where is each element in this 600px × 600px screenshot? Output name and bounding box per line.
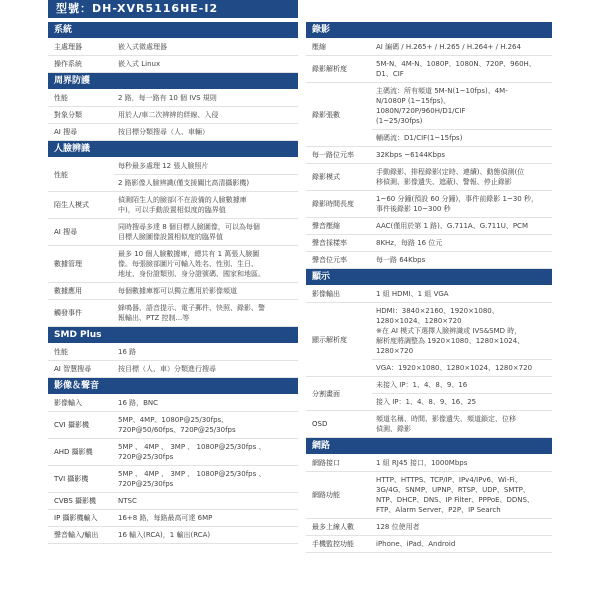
spec-label: 觸發事件 [54,309,82,317]
spec-label: CVBS 攝影機 [54,497,97,505]
spec-value: 手動錄影、排程錄影(定時、連續)、動態偵測(位 移偵測、影像遺失、遮蔽)、警報、停止錄影 [376,168,525,186]
left-spec-column [48,22,298,544]
spec-value: 16 路 [118,348,137,356]
spec-row [48,395,298,412]
spec-label: 聲音輸入/輸出 [54,531,99,539]
spec-row [306,536,552,553]
spec-value [372,303,552,376]
spec-label: 錄影模式 [312,173,340,181]
spec-value: 8KHz，每路 16 位元 [376,239,443,247]
spec-value: 5MP、4MP、1080P@25/30fps、 720P@50/60fps、720P@25/30fps [118,416,236,434]
spec-label: OSD [312,420,328,428]
spec-label: 性能 [54,348,68,356]
spec-value: 16 輸入(RCA)，1 輸出(RCA) [118,531,211,539]
spec-value: 蜂鳴器、語音提示、電子郵件、快照、錄影、警 報輸出、PTZ 控制...等 [118,304,265,322]
section-header: 人臉辨識 [48,141,298,157]
spec-value: 每一路 64Kbps [376,256,426,264]
spec-row [48,361,298,378]
spec-label: IP 攝影機輸入 [54,514,98,522]
spec-row [306,303,552,377]
spec-label: AHD 攝影機 [54,448,93,456]
section-header: 顯示 [306,269,552,285]
spec-row [48,246,298,283]
spec-row [306,83,552,147]
spec-row [48,300,298,327]
spec-value: 1~60 分鐘(預設 60 分鐘)，事件前錄影 1~30 秒， 事件後錄影 10~300 秒 [376,195,538,213]
spec-value-line: VGA：1920×1080、1280×1024、1280×720 [376,364,533,372]
spec-row [48,90,298,107]
spec-label: 數據應用 [54,287,82,295]
spec-row [306,164,552,191]
spec-label: 網路功能 [312,491,340,499]
spec-value: 嵌入式微處理器 [118,43,167,51]
spec-label: 錄影張數 [312,110,340,119]
spec-value-line: 主碼流：所有頻道 5M-N(1~10fps)、4M- N/1080P (1~15fps)、 1080N/720P/960H/D1/CIF (1~25/30fps) [372,83,552,130]
spec-value: 偵測陌生人的臉部(不在設備的人臉數據庫 中)，可以手動設置相似度的臨界值 [118,196,247,214]
spec-value-line: 未接入 IP：1、4、8、9、16 [372,377,552,394]
spec-value: 每個數據庫都可以獨立應用於影像頻道 [118,287,237,295]
model-title: 型號：DH-XVR5116HE-I2 [48,0,298,18]
spec-value: NTSC [118,497,137,505]
spec-value: 最多 10 個人臉數據庫，總共有 1 萬張人臉圖 像。每張臉部圖片可輸入姓名、性別、生日、 地址、身份證類別、身分證號碼、國家和地區。 [118,250,265,278]
spec-value [372,83,552,146]
spec-value-line: 接入 IP：1、4、8、9、16、25 [376,398,477,406]
spec-value: 2 路，每一路有 10 個 IVS 規則 [118,94,217,102]
spec-value [114,158,298,191]
spec-row [48,527,298,544]
spec-value: 用於人/車二次辨辨的絆線、入侵 [118,111,219,119]
spec-value: iPhone、iPad、Android [376,540,456,548]
spec-label: 分割畫面 [312,389,340,398]
spec-value: 按目標分類搜尋（人、車輛） [118,128,209,136]
spec-value: 32Kbps ~6144Kbps [376,151,446,159]
spec-row [48,158,298,192]
spec-row [306,286,552,303]
spec-row [306,252,552,269]
spec-row [48,219,298,246]
spec-value-line: 輔碼流：D1/CIF(1~15fps) [376,134,463,142]
spec-row [306,377,552,411]
spec-value: 1 組 RJ45 接口，1000Mbps [376,459,468,467]
spec-label: AI 搜尋 [54,228,78,236]
spec-label: 陌生人模式 [54,201,89,209]
spec-label: 顯示解析度 [312,335,347,344]
spec-value: 5MP 、 4MP 、 3MP 、 1080P@25/30fps 、 720P@25/30fps [118,443,266,461]
spec-value: AI 編碼 / H.265+ / H.265 / H.264+ / H.264 [376,43,521,51]
spec-label: 影像輸出 [312,290,340,298]
spec-label: 錄影解析度 [312,65,347,73]
spec-row [306,455,552,472]
spec-label: 聲音壓縮 [312,222,340,230]
spec-row [306,411,552,438]
spec-row [306,235,552,252]
section-header: SMD Plus [48,327,298,343]
spec-label: 主處理器 [54,43,82,51]
spec-value [372,377,552,410]
spec-label: AI 智慧搜尋 [54,365,92,373]
spec-row [48,192,298,219]
spec-row [48,107,298,124]
spec-row [306,191,552,218]
spec-row [48,510,298,527]
spec-label: 壓縮 [312,43,326,51]
spec-row [48,466,298,493]
spec-value: 128 位使用者 [376,523,420,531]
spec-value: 16+8 路，每路最高可達 6MP [118,514,213,522]
spec-label: 聲音採樣率 [312,239,347,247]
spec-row [306,218,552,235]
spec-row [306,519,552,536]
spec-label: TVI 攝影機 [54,475,89,483]
spec-row [48,56,298,73]
spec-label: 操作系統 [54,60,82,68]
spec-value-line: 2 路影像人臉辨識(僅支援關比高清攝影機) [118,179,250,187]
spec-label: 錄影時間長度 [312,200,354,208]
spec-row [48,283,298,300]
spec-value: 嵌入式 Linux [118,60,161,68]
section-header: 錄影 [306,22,552,38]
spec-row [48,412,298,439]
spec-label: 網路接口 [312,459,340,467]
spec-row [48,439,298,466]
spec-label: 手機監控功能 [312,540,354,548]
right-spec-column [306,22,552,553]
spec-label: 最多上線人數 [312,523,354,531]
spec-label: 性能 [54,94,68,102]
section-header: 系統 [48,22,298,38]
section-header: 周界防護 [48,73,298,89]
spec-label: 對象分類 [54,111,82,119]
spec-label: 性能 [54,170,68,179]
spec-label: 數據管理 [54,260,82,268]
section-header: 網路 [306,438,552,454]
spec-value: 同時搜尋多達 8 個目標人臉圖像，可以為每個 目標人臉圖像設置相似度的臨界值 [118,223,260,241]
spec-value: 16 路，BNC [118,399,159,407]
spec-row [48,493,298,510]
spec-label: AI 搜尋 [54,128,78,136]
spec-value: 1 組 HDMI、1 組 VGA [376,290,449,298]
spec-label: 每一路位元率 [312,151,354,159]
spec-row [48,39,298,56]
spec-label: 影像輸入 [54,399,82,407]
spec-label: 聲音位元率 [312,256,347,264]
spec-row [306,56,552,83]
spec-value: 5M-N、4M-N、1080P、1080N、720P、960H、 D1、CIF [376,60,536,78]
spec-row [306,147,552,164]
spec-row [306,472,552,519]
spec-row [48,344,298,361]
spec-value: 5MP 、 4MP 、 3MP 、 1080P@25/30fps 、 720P@25/30fps [118,470,266,488]
spec-value: 按目標（人、車）分類進行搜尋 [118,365,216,373]
spec-label: CVI 攝影機 [54,421,89,429]
section-header: 影像＆聲音 [48,378,298,394]
spec-row [48,124,298,141]
spec-row [306,39,552,56]
spec-value: AAC(僅用於第 1 路)、G.711A、G.711U、PCM [376,222,528,230]
spec-value: 頻道名稱、時間、影像遺失、頻道鎖定、位移 偵測、錄影 [376,415,516,433]
spec-value: HTTP、HTTPS、TCP/IP、IPv4/IPv6、Wi-Fi、 3G/4G、SNMP、UPNP、RTSP、UDP、SMTP、 NTP、DHCP、DNS、IP Filter、PPPoE、DDNS、 FTP、Alarm Server、P2P、IP Search [376,476,534,514]
spec-value-line: HDMI：3840×2160、1920×1080、 1280×1024、1280×720 ※在 AI 模式下選擇人臉辨識或 IVS&SMD 時， 解析度將調整為 1920×1080、1280×1024、 1280×720 [372,303,552,360]
spec-value-line: 每秒最多處理 12 張人臉照片 [114,158,298,175]
